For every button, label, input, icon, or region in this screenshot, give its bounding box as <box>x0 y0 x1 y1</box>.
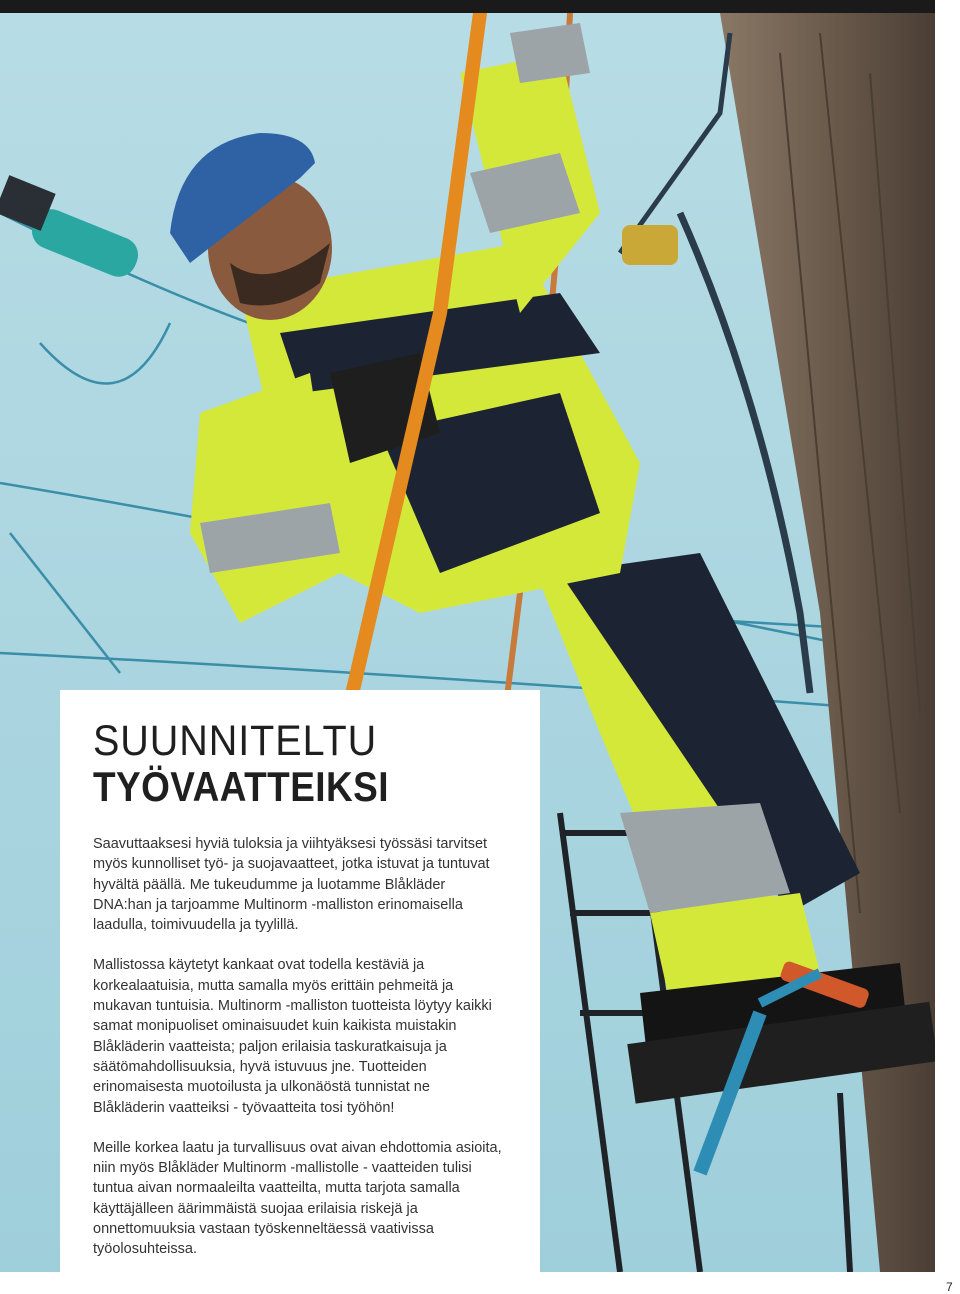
page-number: 7 <box>946 1280 953 1294</box>
top-bar <box>0 0 935 13</box>
article-panel <box>60 690 540 1272</box>
paragraph-fabrics: Mallistossa käytetyt kankaat ovat todella kestäviä ja korkealaatuisia, mutta samalla myös erittäin pehmeitä ja mukavan tuntuisia. Multinorm -malliston tuotteista löytyy kaikki samat monipuoliset ominaisuudet kuin kaikista muistakin Blåkläderin vaatteista; paljon erilaisia taskuratkaisuja ja säätömahdollisuuksia, hyvä istuvuus jne. Tuotteiden erinomaisesta muotoilusta ja ulkonäöstä tunnistat ne Blåkläderin vaatteiksi - työvaatteita tosi työhön! <box>93 957 492 1116</box>
headline-line1: SUUNNITELTU <box>93 717 378 765</box>
rope-grab <box>622 225 678 265</box>
paragraph-intro: Saavuttaaksesi hyviä tuloksia ja viihtyäksesi työssäsi tarvitset myös kunnolliset työ- ja suojavaatteet, jotka istuvat ja tuntuvat hyvältä päällä. Me tukeudumme ja luotamme Blåkläder DNA:han ja tarjoamme Multinorm -malliston erinomaisella laadulla, toimivuudella ja tyylillä. <box>93 836 490 934</box>
paragraph-safety: Meille korkea laatu ja turvallisuus ovat aivan ehdottomia asioita, niin myös Blåkläder Multinorm -mallistolle - vaatteiden tulisi tuntua aivan normaaleilta vaatteilta, mutta tarjota samalla käyttäjälleen äärimmäistä suojaa erilaisia riskejä ja onnettomuuksia vastaan työskenneltäessä vaativissa työolosuhteissa. <box>93 1139 502 1258</box>
headline-line2: TYÖVAATTEIKSI <box>93 763 389 810</box>
